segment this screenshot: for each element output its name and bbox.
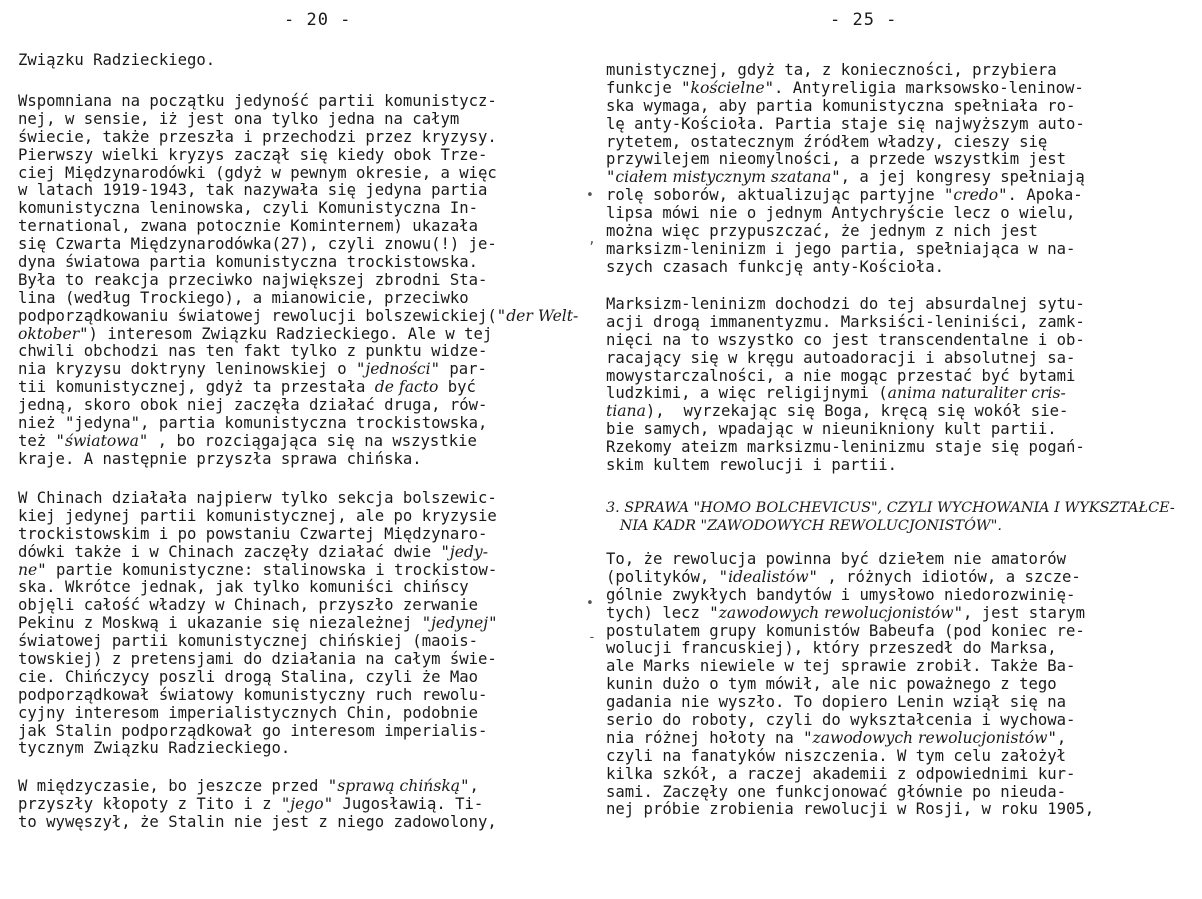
text: kiej jedynej partii komunistycznej, ale po kryzysie (18, 506, 497, 525)
text: kunin dużo o tym mówił, ale nic poważnego z tego (606, 675, 1057, 694)
text: Wspomniana na początku jedyność partii komunistycz- (18, 92, 497, 110)
text: ludzkimi, a więc religijnymi ( (606, 384, 888, 403)
text-line (606, 80, 1085, 98)
text: gadania nie wyszło. To dopiero Lenin wziął się na (606, 693, 1067, 712)
text-line (18, 200, 578, 218)
text: ternational, zwana potocznie Kominternem) ukazała (18, 217, 479, 236)
italic-text: de facto (374, 378, 439, 397)
text-line (18, 147, 578, 165)
text: " , bo rozciągająca się na wszystkie (138, 431, 477, 450)
text: sami. Zaczęły one funkcjonować głównie po nieuda- (606, 782, 1067, 801)
text-line (606, 766, 1094, 784)
text: też " (18, 431, 65, 450)
text-line (18, 361, 578, 379)
italic-text: jedności (365, 360, 431, 379)
text: podporządkował światowy komunistyczny ruch rewolu- (18, 685, 488, 704)
text: Pekinu z Moskwą i ukazanie się niezależnej " (18, 614, 432, 633)
text-line (606, 259, 1085, 277)
text: rytetem, ostatecznym źródłem władzy, cieszy się (606, 132, 1048, 151)
text: być (438, 378, 476, 397)
text-line (18, 308, 578, 326)
text-line (606, 784, 1094, 802)
text: tych) lecz " (606, 603, 719, 622)
italic-text: jedy- (449, 542, 488, 561)
text-line (18, 597, 497, 615)
text-line (606, 457, 1085, 475)
text-line (606, 169, 1085, 187)
italic-text: ne (18, 560, 38, 579)
text-line (606, 332, 1085, 350)
text: mowystarczalności, a nie mogąc przestać być bytami (606, 366, 1076, 385)
text: ciej Międzynarodówki (gdyż w pewnym okresie, a więc (18, 163, 497, 182)
text-line (606, 439, 1085, 457)
italic-text: zawodowych rewolucjonistów (718, 603, 954, 622)
text-line (18, 651, 497, 669)
page-number: - 25 - (830, 10, 898, 30)
text: nej próbie zrobienia rewolucji w Rosji, w roku 1905, (606, 800, 1095, 819)
text: czyli na fanatyków niszczenia. W tym celu założył (606, 746, 1067, 765)
text-line (18, 326, 578, 344)
text-line (606, 587, 1094, 605)
text-line (606, 730, 1094, 748)
text: przywilejem nieomylności, a przede wszystkim jest (606, 150, 1067, 169)
text: ska wymaga, aby partia komunistyczna spełniała ro- (606, 96, 1076, 115)
text-line (18, 165, 578, 183)
text: NIA KADR "ZAWODOWYCH REWOLUCJONISTÓW". (606, 517, 1002, 534)
text-line (18, 615, 497, 633)
text: tycznym Związku Radzieckiego. (18, 739, 291, 758)
text-line (606, 712, 1094, 730)
text-line (606, 500, 1175, 518)
text: ") interesom Związku Radzieckiego. Ale w tej (79, 324, 493, 343)
text-line (18, 562, 497, 580)
text: cie. Chińczycy poszli drogą Stalina, czyli że Mao (18, 667, 479, 686)
italic-text: der Welt- (506, 306, 579, 325)
text-line (606, 134, 1085, 152)
text-line (606, 187, 1085, 205)
text-line (606, 801, 1094, 819)
text: To, że rewolucja powinna być dziełem nie amatorów (606, 550, 1067, 568)
text: (polityków, " (606, 567, 729, 586)
italic-text: światowa (64, 431, 139, 450)
text-line (18, 633, 497, 651)
italic-text: anima naturaliter cris- (887, 384, 1066, 403)
text: to wywęszył, że Stalin nie jest z niego zadowolony, (18, 812, 497, 831)
text: lina (według Trockiego), a mianowicie, przeciwko (18, 288, 469, 307)
text-line (606, 116, 1085, 134)
text: ", jest starym (953, 603, 1086, 622)
margin-mark: , (588, 232, 596, 247)
text: nia kryzysu doktryny leninowskiej o " (18, 360, 366, 379)
text: munistycznej, gdyż ta, z konieczności, przybiera (606, 61, 1057, 79)
text: acji drogą immanentyzmu. Marksiści-leniniści, zamk- (606, 312, 1085, 331)
text-line (606, 605, 1094, 623)
text: ". Antyreligia marksowsko-leninow- (764, 78, 1084, 97)
text-line (18, 415, 578, 433)
text: Związku Radzieckiego. (18, 51, 216, 69)
text: bie samych, wpadając w nieunikniony kult partii. (606, 420, 1057, 439)
text-line (18, 254, 578, 272)
text-line (18, 526, 497, 544)
text-line (18, 343, 578, 361)
text: postulatem grupy komunistów Babeufa (pod koniec re- (606, 621, 1085, 640)
section-heading (606, 500, 1175, 536)
text: Pierwszy wielki kryzys zaczął się kiedy obok Trze- (18, 145, 488, 164)
text: W Chinach działała najpierw tylko sekcja bolszewic- (18, 489, 497, 507)
text-line (606, 640, 1094, 658)
text: " par- (430, 360, 487, 379)
text: lę anty-Kościoła. Partia staje się najwyższym auto- (606, 114, 1085, 133)
text-line (18, 182, 578, 200)
text: jak Stalin podporządkował go interesom imperialis- (18, 721, 488, 740)
italic-text: sprawą chińską (337, 777, 461, 795)
text: dówki także i w Chinach zaczęły działać dwie " (18, 542, 450, 561)
text: jedną, skoro obok niej zaczęła działać druga, rów- (18, 396, 488, 415)
text-line (606, 98, 1085, 116)
text: ale Marks niewiele w tej sprawie zrobił. Także Ba- (606, 657, 1076, 676)
text: nia różnej hołoty na " (606, 728, 813, 747)
text-line (606, 241, 1085, 259)
text-line (18, 111, 578, 129)
text-line (606, 748, 1094, 766)
text-line (18, 52, 215, 70)
paragraph (18, 93, 578, 469)
text-line (18, 705, 497, 723)
margin-mark: • (586, 596, 594, 611)
text-line (18, 433, 578, 451)
text-line (606, 151, 1085, 169)
text-line (606, 205, 1085, 223)
text: tii komunistycznej, gdyż ta przestała (18, 378, 375, 397)
italic-text: zawodowych rewolucjonistów (812, 728, 1048, 747)
text: ", a jej kongresy spełniają (831, 168, 1085, 187)
text: Marksizm-leninizm dochodzi do tej absurdalnej sytu- (606, 295, 1085, 313)
text-line (18, 740, 497, 758)
italic-text: credo (953, 186, 999, 205)
text-line (606, 350, 1085, 368)
paragraph (18, 778, 497, 832)
paragraph (18, 52, 215, 70)
page-number: - 20 - (284, 10, 352, 30)
text-line (18, 451, 578, 469)
text: świecie, także przeszła i przechodzi przez kryzysy. (18, 127, 497, 146)
text: skim kultem rewolucji i partii. (606, 456, 898, 475)
text: nej, w sensie, iż jest ona tylko jedna na całym (18, 109, 460, 128)
text: Rzekomy ateizm marksizmu-leninizmu staje się pogań- (606, 438, 1085, 457)
paragraph (18, 490, 497, 758)
text-line (606, 421, 1085, 439)
text: ", (1047, 728, 1067, 747)
text-line (606, 314, 1085, 332)
text-line (18, 669, 497, 687)
text-line (18, 814, 497, 832)
text: szych czasach funkcję anty-Kościoła. (606, 257, 944, 276)
text: podporządkowaniu światowej rewolucji bolszewickiej(" (18, 306, 507, 325)
italic-text: tiana (606, 402, 646, 421)
text: ska. Wkrótce jednak, jak tylko komuniści chińscy (18, 578, 469, 597)
text: nięci na to wszystko co jest transcendentalne i ob- (606, 330, 1085, 349)
text: " (488, 614, 498, 633)
text: marksizm-leninizm i jego partia, spełniająca w na- (606, 239, 1076, 258)
text-line (18, 397, 578, 415)
text: objęli całość władzy w Chinach, przyszło zerwanie (18, 596, 479, 615)
text-line (18, 236, 578, 254)
text: lipsa mówi nie o jednym Antychryście lecz o wielu, (606, 204, 1076, 223)
text: można więc przypuszczać, że jednym z nich jest (606, 222, 1038, 241)
text: trockistowskim i po powstaniu Czwartej Międzynaro- (18, 524, 488, 543)
text-line (606, 223, 1085, 241)
text: nież "jedyna", partia komunistyczna trockistowska, (18, 414, 488, 433)
text-line (18, 579, 497, 597)
text-line (606, 676, 1094, 694)
text-line (18, 129, 578, 147)
paragraph (606, 296, 1085, 475)
text: " (606, 168, 616, 187)
text-line (606, 658, 1094, 676)
text: towskiej) z pretensjami do działania na całym świe- (18, 650, 497, 669)
text-line (18, 93, 578, 111)
italic-text: ciałem mistycznym szatana (615, 168, 832, 187)
text-line (18, 272, 578, 290)
paragraph (606, 62, 1085, 277)
italic-text: idealistów (728, 567, 809, 586)
text-line (18, 508, 497, 526)
text: " Jugosławią. Ti- (323, 794, 484, 813)
text-line (18, 218, 578, 236)
text: przyszły kłopoty z Tito i z " (18, 794, 291, 813)
text-line (18, 490, 497, 508)
text: 3. SPRAWA "HOMO BOLCHEVICUS", CZYLI WYCHOWANIA I WYKSZTAŁCE- (606, 500, 1175, 516)
italic-text: kościelne (690, 78, 765, 97)
text-line (18, 778, 497, 796)
text-line (18, 379, 578, 397)
text: gólnie zwykłych bandytów i umysłowo niedorozwinię- (606, 585, 1076, 604)
text: cyjny interesom imperialistycznych Chin, podobnie (18, 703, 479, 722)
text: chwili obchodzi nas ten fakt tylko z punktu widze- (18, 342, 488, 361)
text: kraje. A następnie przyszła sprawa chińska. (18, 449, 422, 468)
text: ), wyrzekając się Boga, kręcą się wokół sie- (645, 402, 1069, 421)
text-line (606, 551, 1094, 569)
text: dyna światowa partia komunistyczna trockistowska. (18, 253, 479, 272)
text: ", (460, 777, 479, 795)
text-line (606, 518, 1175, 536)
italic-text: jego (290, 794, 324, 813)
text: Była to reakcja przeciwko największej zbrodni Sta- (18, 270, 488, 289)
text: ". Apoka- (998, 186, 1083, 205)
text-line (606, 296, 1085, 314)
text: wolucji francuskiej), który przeszedł do Marksa, (606, 639, 1057, 658)
text: kilka szkół, a raczej akademii z odpowiednimi kur- (606, 764, 1076, 783)
text-line (606, 385, 1085, 403)
text-line (18, 687, 497, 705)
text: komunistyczna leninowska, czyli Komunistyczna In- (18, 199, 479, 218)
text: W międzyczasie, bo jeszcze przed " (18, 777, 338, 795)
text: światowej partii komunistycznej chińskiej (maois- (18, 632, 479, 651)
text: racający się w kręgu autoadoracji i absolutnej sa- (606, 348, 1076, 367)
text-line (18, 544, 497, 562)
text-line (606, 403, 1085, 421)
text-line (18, 723, 497, 741)
text-line (606, 694, 1094, 712)
paragraph (606, 551, 1094, 819)
italic-text: jedynej (431, 614, 489, 633)
text-line (606, 623, 1094, 641)
text: funkcje " (606, 78, 691, 97)
margin-mark: - (588, 630, 596, 645)
text-line (18, 796, 497, 814)
text: " , różnych idiotów, a szcze- (808, 567, 1081, 586)
text-line (606, 569, 1094, 587)
text-line (18, 290, 578, 308)
text: " partie komunistyczne: stalinowska i trockistow- (37, 560, 498, 579)
text: w latach 1919-1943, tak nazywała się jedyna partia (18, 181, 488, 200)
italic-text: oktober (18, 324, 80, 343)
text-line (606, 368, 1085, 386)
text: serio do roboty, czyli do wykształcenia i wychowa- (606, 711, 1076, 730)
text-line (606, 62, 1085, 80)
text: rolę soborów, aktualizując partyjne " (606, 186, 954, 205)
margin-mark: • (586, 188, 594, 203)
text: się Czwarta Międzynarodówka(27), czyli znowu(!) je- (18, 235, 497, 254)
